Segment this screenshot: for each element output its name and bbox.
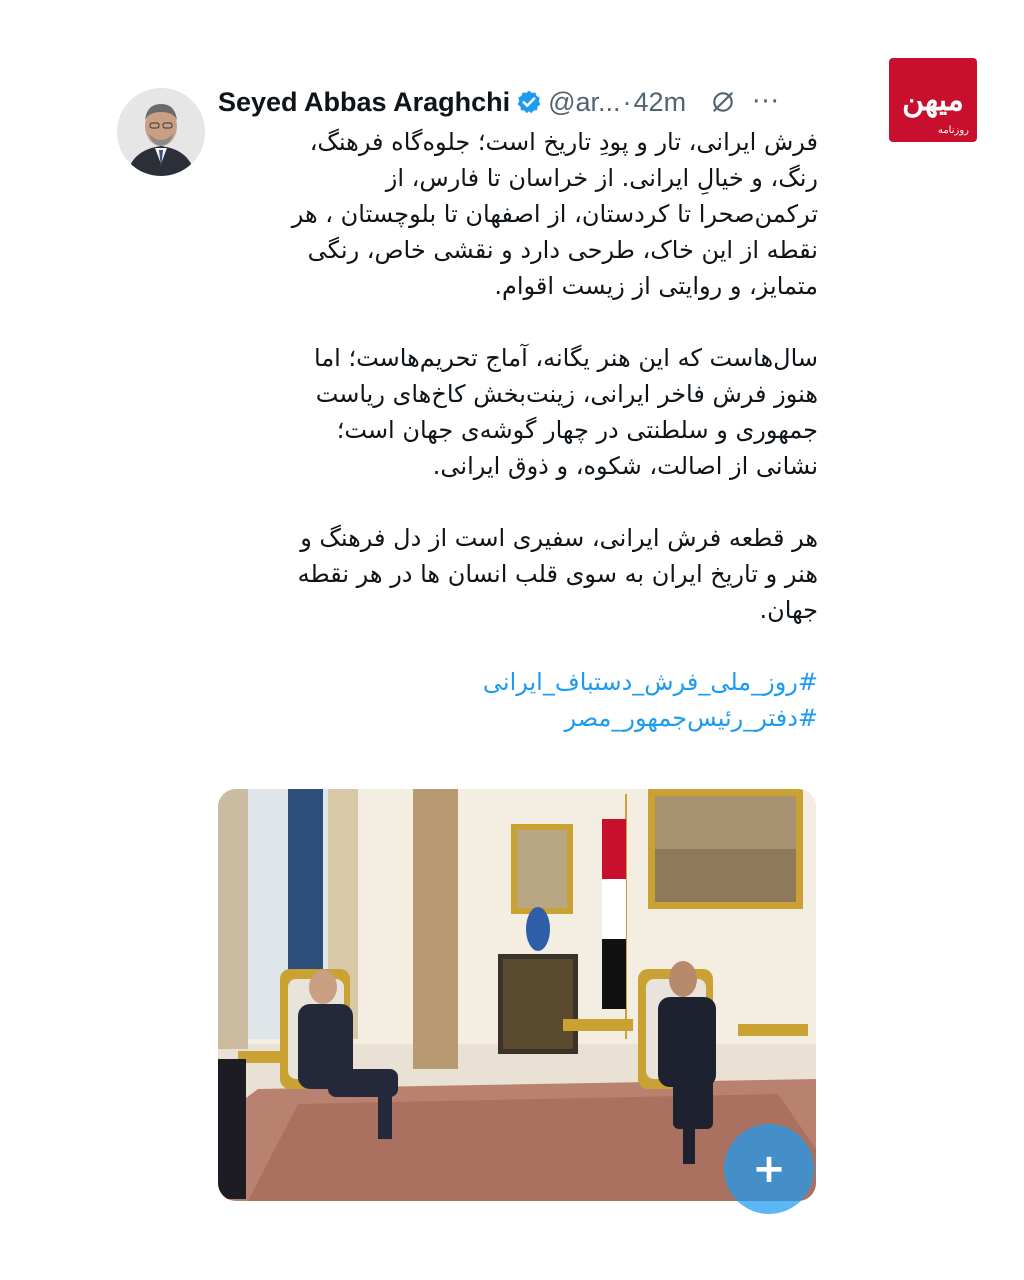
grok-icon[interactable]: [710, 89, 736, 115]
author-name[interactable]: Seyed Abbas Araghchi: [218, 86, 511, 117]
hashtag-link[interactable]: #دفتر_رئیس‌جمهور_مصر: [564, 704, 818, 732]
compose-button[interactable]: +: [724, 1124, 814, 1214]
tweet-paragraph: سال‌هاست که این هنر یگانه، آماج تحریم‌هاست؛ اما هنوز فرش فاخر ایرانی، زینت‌بخش کاخ‌های ریاست جمهوری و سلطنتی در چهار گوشه‌ی جهان است؛ نشانی از اصالت، شکوه، و ذوق ایرانی.: [314, 344, 818, 480]
tweet-time[interactable]: 42m: [633, 86, 687, 117]
author-handle[interactable]: @ar...: [548, 86, 621, 117]
avatar-photo: [117, 88, 205, 176]
meeting-photo: [218, 789, 816, 1201]
hashtag-list: [200, 664, 818, 736]
avatar[interactable]: [117, 88, 205, 176]
tweet-photo[interactable]: [218, 789, 816, 1201]
verified-badge-icon: [516, 89, 542, 115]
tweet-header: [218, 84, 818, 120]
more-options-button[interactable]: ···: [752, 87, 780, 117]
separator-dot: ·: [622, 86, 632, 117]
hashtag-link[interactable]: #روز_ملی_فرش_دستباف_ایرانی: [482, 668, 818, 696]
logo-text: میهن: [902, 82, 964, 118]
newspaper-logo: [889, 58, 977, 142]
tweet-text: [200, 124, 818, 736]
tweet-paragraph: فرش ایرانی، تار و پودِ تاریخ است؛ جلوه‌گاه فرهنگ، رنگ، و خیالِ ایرانی. از خراسان تا فارس، از ترکمن‌صحرا تا کردستان، از اصفهان تا بلوچستان ، هر نقطه از این خاک، طرحی دارد و نقشی خاص، رنگی متمایز، و روایتی از زیست اقوام.: [291, 128, 818, 300]
logo-subtext: روزنامه: [937, 125, 969, 136]
tweet-paragraph: هر قطعه فرش ایرانی، سفیری است از دل فرهنگ و هنر و تاریخ ایران به سوی قلب انسان ها در هر نقطه جهان.: [297, 524, 818, 624]
